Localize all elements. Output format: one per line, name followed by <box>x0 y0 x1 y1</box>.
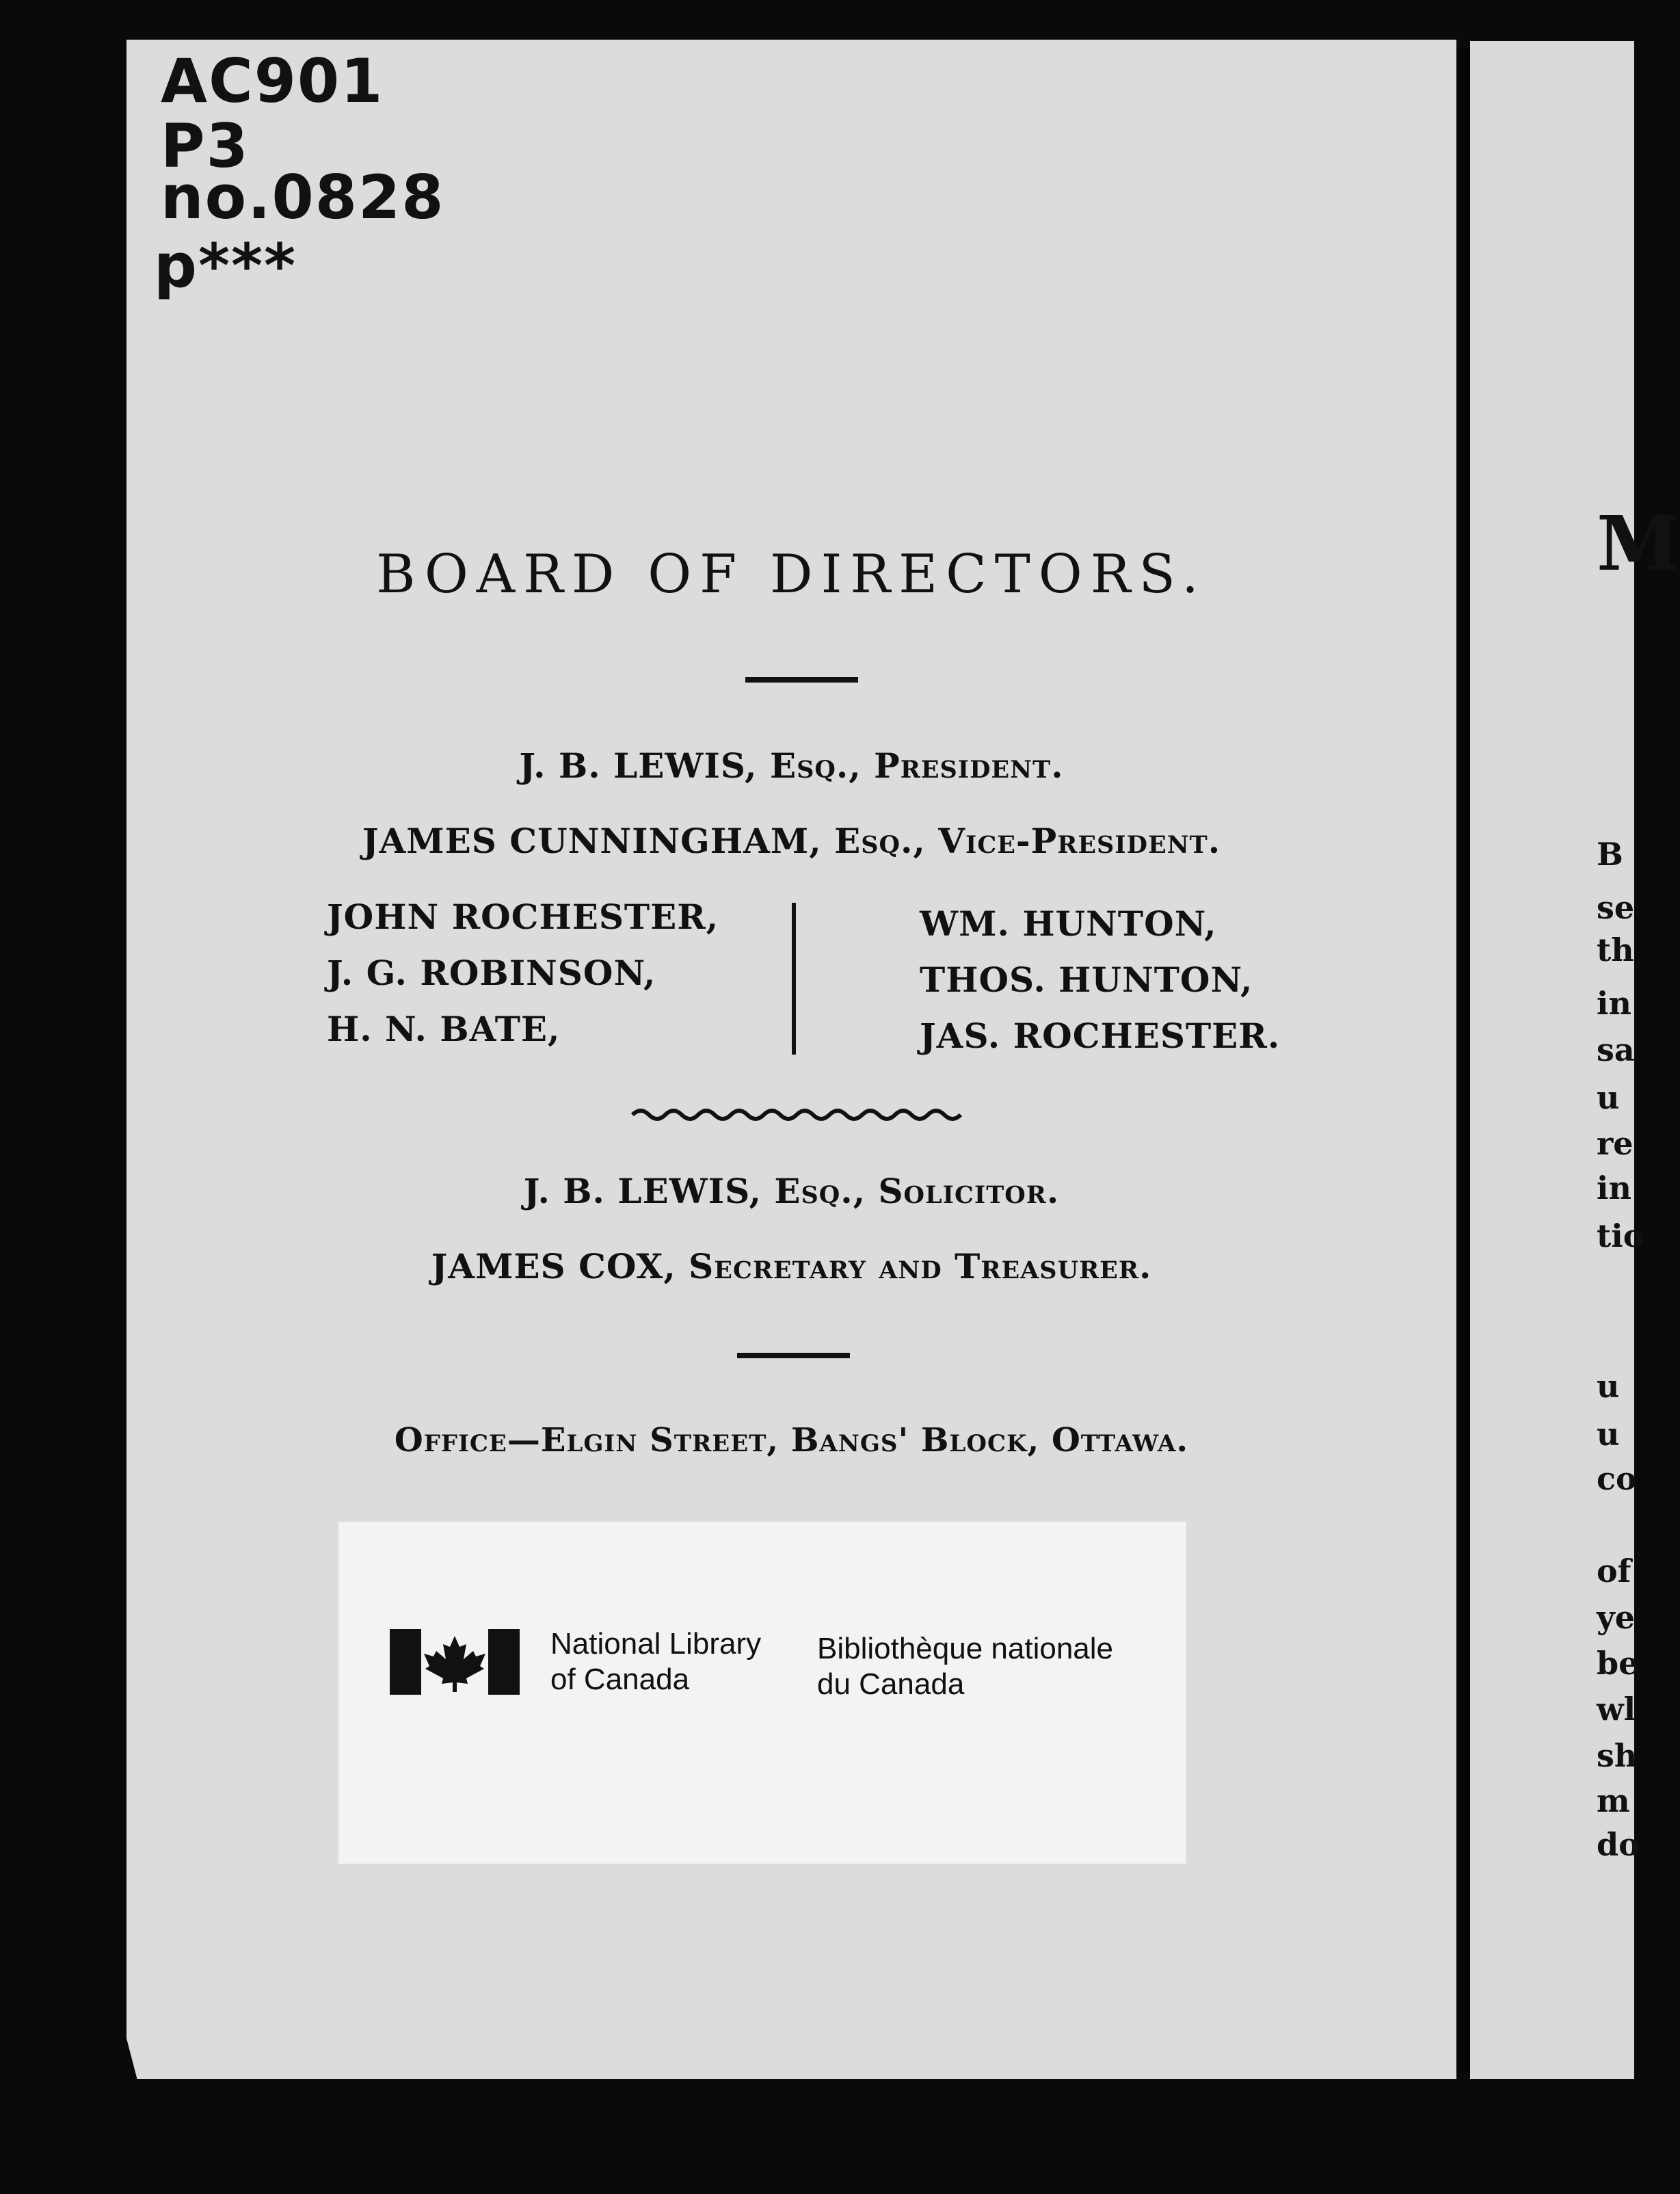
page-title: BOARD OF DIRECTORS. <box>376 544 1207 605</box>
library-fr-line1: Bibliothèque nationale <box>817 1632 1114 1665</box>
directors-left-column <box>327 889 719 1057</box>
canada-flag-icon <box>390 1629 520 1695</box>
wavy-rule <box>632 1102 968 1130</box>
right-page-fragment: u <box>1597 1368 1620 1405</box>
secretary-name: JAMES COX, <box>431 1246 676 1286</box>
right-page-fragment: co <box>1597 1460 1637 1497</box>
right-page-fragment: m <box>1597 1782 1630 1819</box>
library-fr-line2: du Canada <box>817 1667 965 1701</box>
right-page-fragment: tio <box>1597 1217 1644 1254</box>
solicitor-name: J. B. LEWIS, <box>523 1171 762 1211</box>
handwritten-item-number: no.0828 <box>161 162 445 233</box>
library-name-french <box>817 1631 1113 1702</box>
solicitor-line <box>126 1171 1456 1211</box>
right-page-fragment: re <box>1597 1125 1634 1162</box>
director-name: JAS. ROCHESTER. <box>920 1016 1281 1056</box>
right-page-fragment: u <box>1597 1416 1620 1453</box>
secretary-rule <box>737 1353 850 1358</box>
right-page-fragment: th <box>1597 931 1634 968</box>
director-name: H. N. BATE, <box>327 1009 561 1049</box>
secretary-role: Secretary and Treasurer. <box>689 1246 1152 1286</box>
library-name-english <box>550 1626 761 1697</box>
solicitor-role: Solicitor. <box>878 1171 1060 1211</box>
director-name: THOS. HUNTON, <box>920 960 1253 1000</box>
president-line <box>126 745 1456 786</box>
library-en-line2: of Canada <box>550 1663 690 1696</box>
handwritten-call-number: AC901 <box>161 46 384 116</box>
directors-right-column <box>920 896 1280 1064</box>
vice-president-role: Vice-President. <box>938 821 1221 861</box>
column-divider <box>792 903 796 1055</box>
right-page-fragment: se <box>1597 889 1635 926</box>
vice-president-line <box>126 821 1456 861</box>
title-rule <box>745 677 858 683</box>
right-page-fragment: ye <box>1597 1599 1635 1636</box>
right-page-fragment: in <box>1597 1169 1631 1206</box>
page-gutter <box>1456 48 1471 2072</box>
right-page-fragment: wl <box>1597 1691 1636 1728</box>
president-role: President. <box>874 745 1064 786</box>
vice-president-name: JAMES CUNNINGHAM, <box>362 821 822 861</box>
right-page-fragment: be <box>1597 1645 1639 1682</box>
vice-president-esq: Esq., <box>834 821 926 861</box>
handwritten-page-mark: p*** <box>154 230 297 301</box>
solicitor-esq: Esq., <box>774 1171 866 1211</box>
director-name: WM. HUNTON, <box>920 903 1217 944</box>
president-esq: Esq., <box>770 745 862 786</box>
right-page-fragment: of <box>1597 1552 1631 1589</box>
right-page-fragment: B <box>1597 836 1623 873</box>
director-name: J. G. ROBINSON, <box>327 953 656 993</box>
office-address: Office—Elgin Street, Bangs' Block, Ottawa. <box>394 1421 1189 1459</box>
right-page-fragment: sa <box>1597 1031 1635 1068</box>
president-name: J. B. LEWIS, <box>519 745 758 786</box>
handwritten-shelf-mark: P3 <box>161 111 250 181</box>
director-name: JOHN ROCHESTER, <box>327 897 719 937</box>
right-page-fragment: do <box>1597 1826 1640 1863</box>
library-en-line1: National Library <box>550 1627 762 1661</box>
secretary-line <box>126 1246 1456 1286</box>
right-page-fragment: u <box>1597 1079 1620 1116</box>
right-page-fragment: in <box>1597 985 1631 1022</box>
right-page-fragment: sh <box>1597 1737 1638 1774</box>
right-page-heading: M <box>1597 499 1680 587</box>
